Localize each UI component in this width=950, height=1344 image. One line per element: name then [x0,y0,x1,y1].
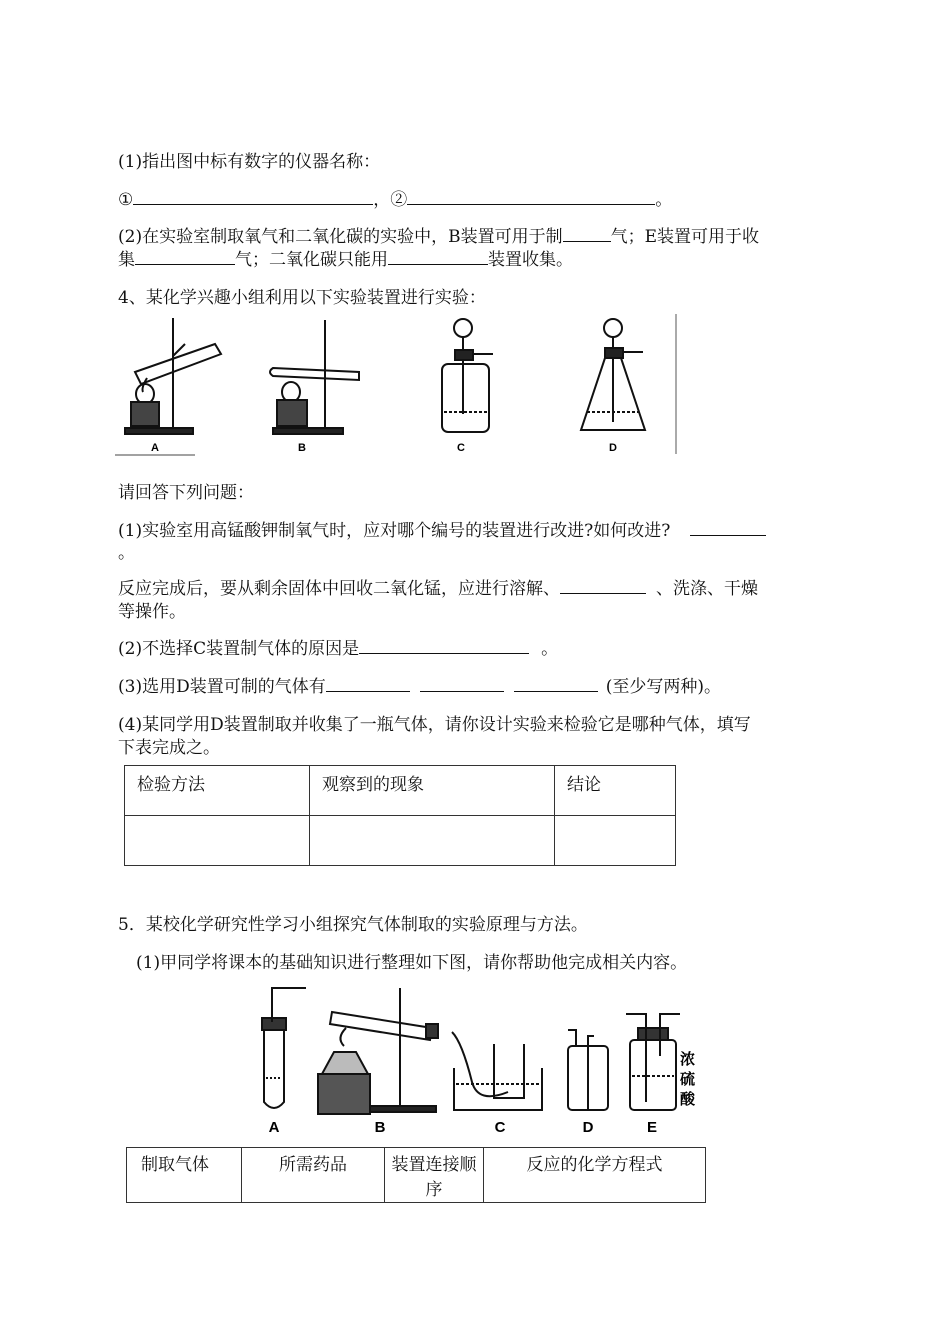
table-header-gas: 制取气体 [127,1148,242,1203]
q5-label-d: D [582,1119,594,1136]
answer-blank-5[interactable] [388,248,488,265]
apparatus-b-icon [270,320,359,434]
q5-label-a: A [268,1119,280,1136]
table-cell-empty[interactable] [555,816,676,866]
q4-label-c: C [457,442,465,454]
answer-blank-1[interactable] [133,188,373,205]
apparatus-d-icon [568,1030,608,1110]
acid-label-3: 酸 [680,1090,696,1108]
apparatus-c-icon [452,1032,542,1110]
q4-answer-table [124,765,676,866]
answer-blank-10[interactable] [420,675,504,692]
q4-label-d: D [609,442,617,454]
apparatus-c-icon [442,319,493,432]
q4-s3: (3)选用D装置可制的气体有 (至少写两种)。 [118,677,721,697]
answer-blank-7[interactable] [560,577,646,594]
q4-prompt: 请回答下列问题： [118,483,254,503]
apparatus-d-icon [581,319,645,430]
answer-blank-8[interactable] [359,637,529,654]
q5-apparatus-figure [250,982,710,1142]
q5-title: 5．某校化学研究性学习小组探究气体制取的实验原理与方法。 [118,915,588,935]
apparatus-e-icon [626,1014,680,1110]
q4-title: 4、某化学兴趣小组利用以下实验装置进行实验： [118,288,486,308]
q3-answer-line: ① ，② 。 [118,190,673,210]
answer-blank-3[interactable] [563,225,611,242]
circle-two-label: ② [390,190,408,210]
answer-blank-2[interactable] [407,188,655,205]
q4-s1-line3: 反应完成后，要从剩余固体中回收二氧化锰，应进行溶解、 、洗涤、干燥 [118,579,758,599]
q5-label-c: C [494,1119,506,1136]
table-header-equation: 反应的化学方程式 [484,1148,706,1203]
table-cell-empty[interactable] [125,816,310,866]
acid-label-2: 硫 [680,1070,696,1088]
answer-blank-9[interactable] [326,675,410,692]
answer-blank-11[interactable] [514,675,598,692]
table-cell-empty[interactable] [310,816,555,866]
acid-label-1: 浓 [680,1050,696,1068]
q3-part2-line1: (2)在实验室制取氧气和二氧化碳的实验中，B装置可用于制 气；E装置可用于收 [118,227,759,247]
q4-s2: (2)不选择C装置制气体的原因是 。 [118,639,559,659]
q5-label-e: E [646,1119,658,1136]
q4-s4-line2: 下表完成之。 [118,738,220,758]
answer-blank-4[interactable] [135,248,235,265]
table-header-method: 检验方法 [125,766,310,816]
q5-label-b: B [374,1119,386,1136]
table-header-observation: 观察到的现象 [310,766,555,816]
q4-s1-line1: (1)实验室用高锰酸钾制氧气时，应对哪个编号的装置进行改进?如何改进? [118,516,766,541]
q4-s1-line2: 。 [118,543,135,563]
q4-label-b: B [298,442,306,454]
table-header-reagents: 所需药品 [242,1148,385,1203]
answer-blank-6[interactable] [690,519,766,536]
q3-part1: (1)指出图中标有数字的仪器名称： [118,152,381,172]
q3-part2-line2: 集 气；二氧化碳只能用 装置收集。 [118,250,573,270]
circle-one-label: ① [118,190,134,210]
apparatus-a-icon [262,988,306,1108]
q5-answer-table [126,1147,706,1203]
q4-s4-line1: (4)某同学用D装置制取并收集了一瓶气体，请你设计实验来检验它是哪种气体，填写 [118,715,751,735]
q4-label-a: A [151,442,159,454]
q5-sub: (1)甲同学将课本的基础知识进行整理如下图，请你帮助他完成相关内容。 [136,953,688,973]
apparatus-b-icon [318,988,438,1114]
table-header-order: 装置连接顺序 [385,1148,484,1203]
q4-s1-line4: 等操作。 [118,602,186,622]
q4-apparatus-figure [115,314,678,456]
apparatus-a-icon [125,318,221,434]
table-header-conclusion: 结论 [555,766,676,816]
